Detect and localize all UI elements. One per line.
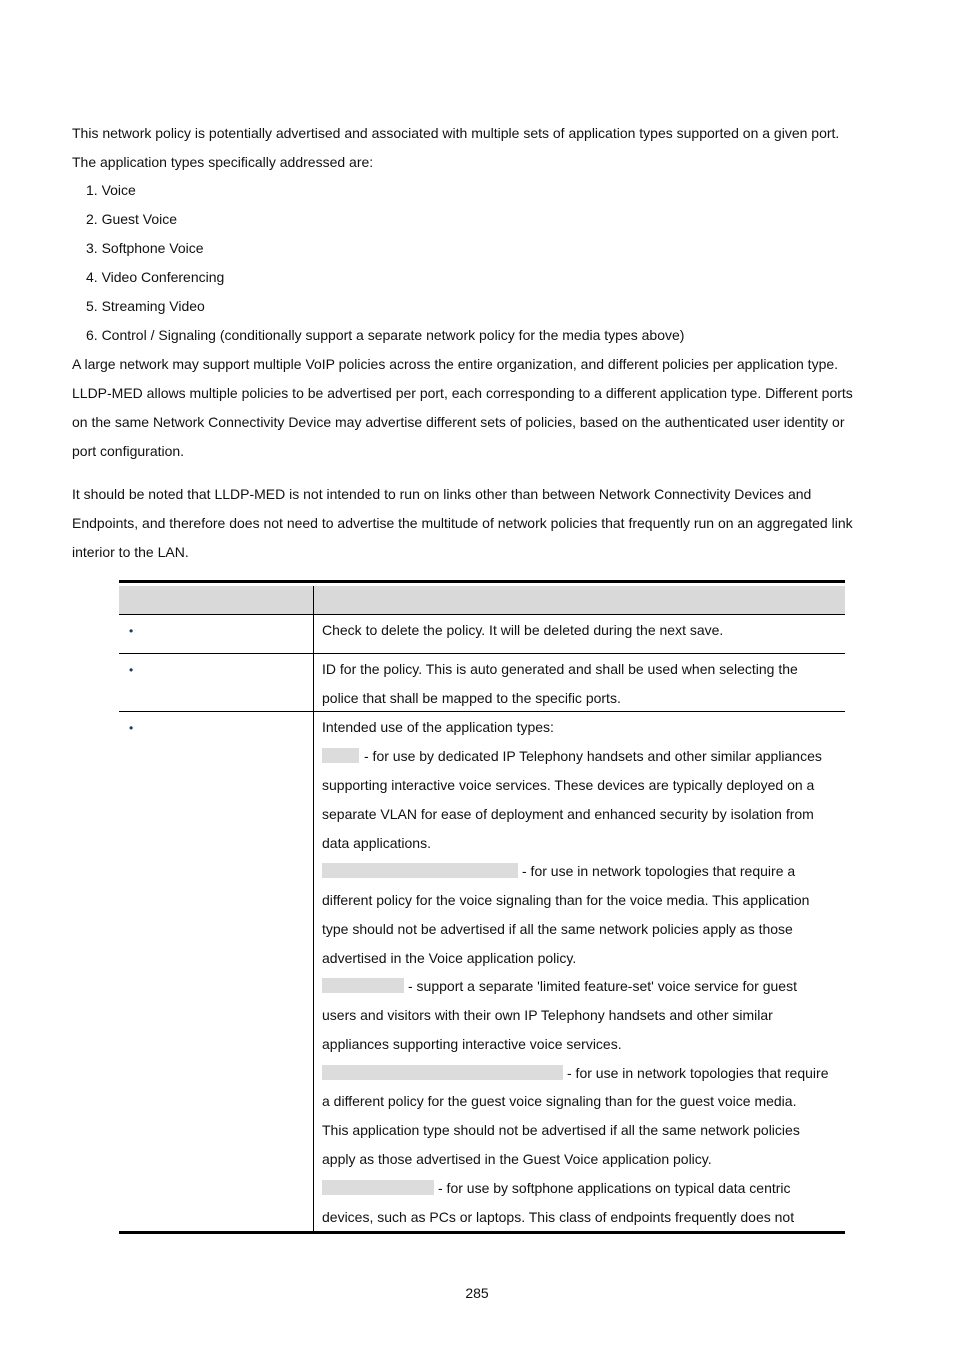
table-cell-text: - for use in network topologies that require: [567, 1065, 829, 1081]
table-cell-text: This application type should not be advertised if all the same network policies: [322, 1122, 800, 1138]
bullet: •: [129, 663, 134, 677]
table-cell-text: - for use by softphone applications on typical data centric: [438, 1180, 791, 1196]
paragraph-line: port configuration.: [72, 443, 185, 459]
table-cell-text: data applications.: [322, 835, 431, 851]
row-divider: [119, 614, 845, 615]
column-divider: [313, 586, 314, 1231]
table-cell-text: ID for the policy. This is auto generated and shall be used when selecting the: [322, 661, 798, 677]
paragraph-line: on the same Network Connectivity Device may advertise different sets of policies, based on the authenticated user identity or: [72, 414, 845, 430]
intro-line: This network policy is potentially advertised and associated with multiple sets of application types supported on a given port.: [72, 125, 840, 141]
table-cell-text: separate VLAN for ease of deployment and enhanced security by isolation from: [322, 806, 814, 822]
term-highlight: [322, 978, 404, 993]
term-highlight: [322, 863, 518, 878]
list-item: 1. Voice: [86, 182, 136, 198]
table-cell-text: advertised in the Voice application policy.: [322, 950, 577, 966]
list-item: 2. Guest Voice: [86, 211, 178, 227]
page-number: 285: [465, 1285, 489, 1301]
table-cell-text: devices, such as PCs or laptops. This class of endpoints frequently does not: [322, 1209, 795, 1225]
paragraph-line: A large network may support multiple VoIP policies across the entire organization, and different policies per application type.: [72, 356, 839, 372]
table-cell-text: appliances supporting interactive voice services.: [322, 1036, 622, 1052]
intro-line: The application types specifically addressed are:: [72, 154, 374, 170]
table-cell-text: Check to delete the policy. It will be deleted during the next save.: [322, 622, 724, 638]
table-cell-text: different policy for the voice signaling than for the voice media. This application: [322, 892, 810, 908]
table-cell-text: a different policy for the guest voice signaling than for the guest voice media.: [322, 1093, 797, 1109]
table-cell-text: - support a separate 'limited feature-set' voice service for guest: [408, 978, 797, 994]
bullet: •: [129, 624, 134, 638]
list-item: 3. Softphone Voice: [86, 240, 204, 256]
bullet: •: [129, 721, 134, 735]
row-divider: [119, 711, 845, 712]
table-bottom-rule: [119, 1231, 845, 1234]
term-highlight: [322, 1065, 563, 1080]
table-cell-text: supporting interactive voice services. These devices are typically deployed on a: [322, 777, 815, 793]
table-cell-text: police that shall be mapped to the specific ports.: [322, 690, 621, 706]
list-item: 5. Streaming Video: [86, 298, 205, 314]
table-cell-text: users and visitors with their own IP Telephony handsets and other similar: [322, 1007, 773, 1023]
paragraph-line: It should be noted that LLDP-MED is not intended to run on links other than between Network Connectivity Devices and: [72, 486, 812, 502]
table-cell-text: apply as those advertised in the Guest Voice application policy.: [322, 1151, 712, 1167]
table-cell-text: - for use by dedicated IP Telephony handsets and other similar appliances: [364, 748, 822, 764]
term-highlight: [322, 1180, 434, 1195]
list-item: 6. Control / Signaling (conditionally support a separate network policy for the media types above): [86, 327, 685, 343]
paragraph-line: LLDP-MED allows multiple policies to be advertised per port, each corresponding to a different application type. Different ports: [72, 385, 853, 401]
table-cell-text: type should not be advertised if all the same network policies apply as those: [322, 921, 793, 937]
paragraph-line: Endpoints, and therefore does not need to advertise the multitude of network policies that frequently run on an aggregated link: [72, 515, 853, 531]
term-highlight: [322, 748, 359, 763]
table-header-row: [119, 586, 845, 614]
list-item: 4. Video Conferencing: [86, 269, 225, 285]
table-cell-text: - for use in network topologies that require a: [522, 863, 796, 879]
table-cell-text: Intended use of the application types:: [322, 719, 554, 735]
paragraph-line: interior to the LAN.: [72, 544, 189, 560]
table-top-rule: [119, 580, 845, 583]
row-divider: [119, 653, 845, 654]
